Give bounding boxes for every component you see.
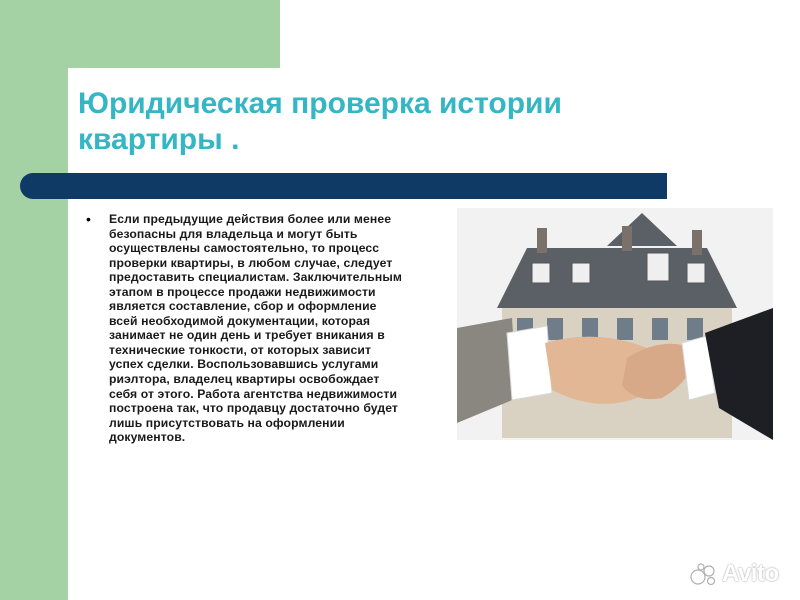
slide-title bbox=[78, 86, 678, 158]
slide-title-line1: Юридическая проверка истории bbox=[78, 87, 562, 120]
decor-green-left bbox=[0, 0, 68, 600]
bullet-marker: • bbox=[86, 211, 91, 227]
house-handshake-image bbox=[457, 208, 773, 440]
slide-content bbox=[86, 212, 406, 445]
avito-watermark-text: Avito bbox=[722, 560, 779, 587]
avito-watermark bbox=[690, 560, 779, 588]
slide-title-line2: квартиры . bbox=[78, 123, 240, 156]
title-divider-band bbox=[20, 173, 667, 199]
avito-logo-icon bbox=[690, 562, 718, 586]
body-paragraph: Если предыдущие действия более или менее безопасны для владельца и могут быть осуществлены самостоятельно, то процесс проверки квартиры, в любом случае, следует предоставить специалистам. Заключительным этапом в процессе продажи недвижимости является составление, сбор и оформление всей необходимой документации, которая занимает не один день и требует вникания в технические тонкости, от которых зависит успех сделки. Воспользовавшись услугами риэлтора, владелец квартиры освобождает себя от этого. Работа агентства недвижимости построена так, что продавцу достаточно будет лишь присутствовать на оформлении документов. bbox=[109, 212, 402, 445]
